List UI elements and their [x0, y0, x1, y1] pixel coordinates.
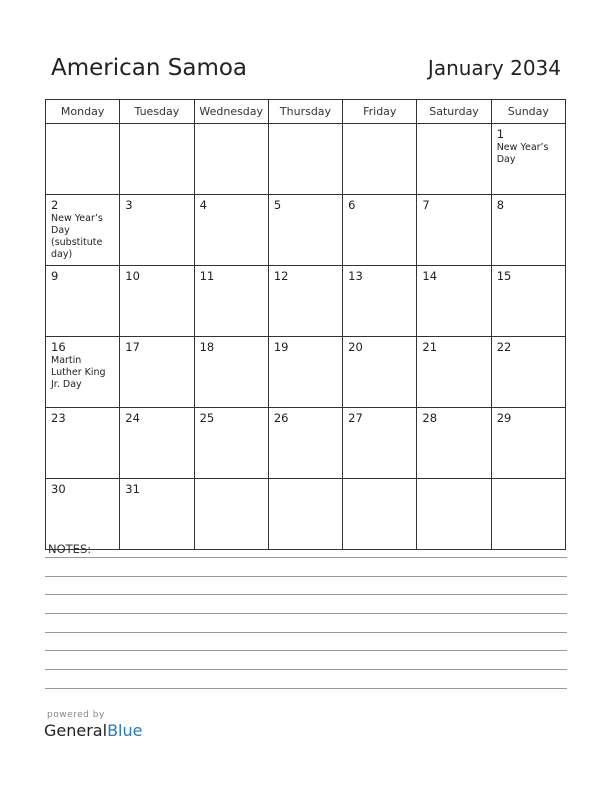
- day-cell[interactable]: [268, 479, 342, 550]
- day-cell[interactable]: [120, 408, 194, 479]
- brand-logo[interactable]: [44, 721, 142, 740]
- week-row: [46, 266, 566, 337]
- day-number: 20: [348, 340, 363, 354]
- day-number: 12: [273, 269, 289, 283]
- day-cell[interactable]: [343, 408, 417, 479]
- day-number: 10: [125, 269, 140, 283]
- day-number: 3: [125, 198, 133, 212]
- day-number: 31: [125, 482, 140, 496]
- notes-line: [45, 557, 567, 558]
- notes-line: [45, 594, 567, 595]
- day-cell[interactable]: [268, 124, 342, 195]
- brand-blue: Blue: [107, 721, 143, 740]
- weekday-header: Sunday: [491, 100, 565, 124]
- day-cell[interactable]: [417, 337, 491, 408]
- day-cell[interactable]: [46, 195, 120, 266]
- holiday-label: New Year’s Day (substitute day): [51, 213, 103, 260]
- day-cell[interactable]: [268, 266, 342, 337]
- day-number: 2: [51, 198, 59, 212]
- day-cell[interactable]: [46, 124, 120, 195]
- holiday-label: Martin Luther King Jr. Day: [51, 355, 106, 390]
- day-number: 17: [125, 340, 140, 354]
- notes-line: [45, 669, 567, 670]
- day-number: 21: [422, 340, 438, 354]
- day-number: 27: [348, 411, 363, 425]
- week-row: [46, 337, 566, 408]
- day-cell[interactable]: [120, 479, 194, 550]
- day-cell[interactable]: [194, 337, 268, 408]
- day-number: 9: [51, 269, 59, 283]
- weekday-header-row: [46, 100, 566, 124]
- day-number: 19: [273, 340, 289, 354]
- day-cell[interactable]: [417, 195, 491, 266]
- day-number: 16: [51, 340, 66, 354]
- day-cell[interactable]: [417, 124, 491, 195]
- day-cell[interactable]: [120, 124, 194, 195]
- day-number: 5: [273, 198, 282, 212]
- weekday-header: Friday: [343, 100, 417, 124]
- holiday-label: New Year’s Day: [496, 142, 549, 165]
- day-cell[interactable]: [194, 195, 268, 266]
- day-cell[interactable]: [491, 124, 565, 195]
- day-cell[interactable]: [491, 408, 565, 479]
- day-number: 24: [125, 411, 140, 425]
- weekday-header: Saturday: [417, 100, 491, 124]
- calendar-grid: [45, 99, 566, 550]
- day-cell[interactable]: [343, 124, 417, 195]
- day-number: 8: [496, 198, 505, 212]
- day-cell[interactable]: [46, 479, 120, 550]
- day-number: 28: [422, 411, 438, 425]
- day-number: 23: [51, 411, 66, 425]
- day-number: 13: [348, 269, 363, 283]
- day-cell[interactable]: [268, 195, 342, 266]
- day-cell[interactable]: [120, 337, 194, 408]
- day-cell[interactable]: [120, 195, 194, 266]
- notes-line: [45, 632, 567, 633]
- day-cell[interactable]: [194, 479, 268, 550]
- day-number: 14: [422, 269, 438, 283]
- weekday-header: Wednesday: [194, 100, 268, 124]
- day-cell[interactable]: [491, 266, 565, 337]
- day-number: 22: [496, 340, 512, 354]
- weekday-header: Monday: [46, 100, 120, 124]
- day-number: 18: [199, 340, 215, 354]
- day-number: 1: [496, 127, 505, 141]
- day-cell[interactable]: [194, 266, 268, 337]
- week-row: [46, 195, 566, 266]
- day-number: 29: [496, 411, 512, 425]
- day-cell[interactable]: [194, 408, 268, 479]
- day-number: 4: [199, 198, 207, 212]
- day-cell[interactable]: [491, 479, 565, 550]
- week-row: [46, 408, 566, 479]
- day-cell[interactable]: [417, 266, 491, 337]
- day-cell[interactable]: [46, 337, 120, 408]
- week-row: [46, 479, 566, 550]
- notes-line: [45, 650, 567, 651]
- notes-line: [45, 576, 567, 577]
- country-title: American Samoa: [51, 55, 248, 81]
- powered-by-text: powered by: [47, 710, 105, 720]
- weekday-header: Thursday: [268, 100, 342, 124]
- day-cell[interactable]: [343, 266, 417, 337]
- day-cell[interactable]: [46, 408, 120, 479]
- day-number: 11: [199, 269, 215, 283]
- day-number: 6: [348, 198, 356, 212]
- notes-line: [45, 613, 567, 614]
- brand-general: General: [44, 721, 108, 740]
- day-cell[interactable]: [194, 124, 268, 195]
- notes-line: [45, 688, 567, 689]
- day-cell[interactable]: [491, 337, 565, 408]
- day-cell[interactable]: [343, 195, 417, 266]
- day-cell[interactable]: [46, 266, 120, 337]
- notes-label: NOTES:: [48, 542, 92, 556]
- day-cell[interactable]: [491, 195, 565, 266]
- day-cell[interactable]: [120, 266, 194, 337]
- day-cell[interactable]: [268, 337, 342, 408]
- day-number: 30: [51, 482, 66, 496]
- day-cell[interactable]: [417, 408, 491, 479]
- weekday-header: Tuesday: [120, 100, 194, 124]
- day-cell[interactable]: [343, 479, 417, 550]
- day-cell[interactable]: [268, 408, 342, 479]
- day-number: 25: [199, 411, 215, 425]
- day-number: 7: [422, 198, 430, 212]
- day-number: 15: [496, 269, 512, 283]
- month-year-title: January 2034: [427, 56, 561, 80]
- week-row: [46, 124, 566, 195]
- day-cell[interactable]: [417, 479, 491, 550]
- day-number: 26: [273, 411, 289, 425]
- day-cell[interactable]: [343, 337, 417, 408]
